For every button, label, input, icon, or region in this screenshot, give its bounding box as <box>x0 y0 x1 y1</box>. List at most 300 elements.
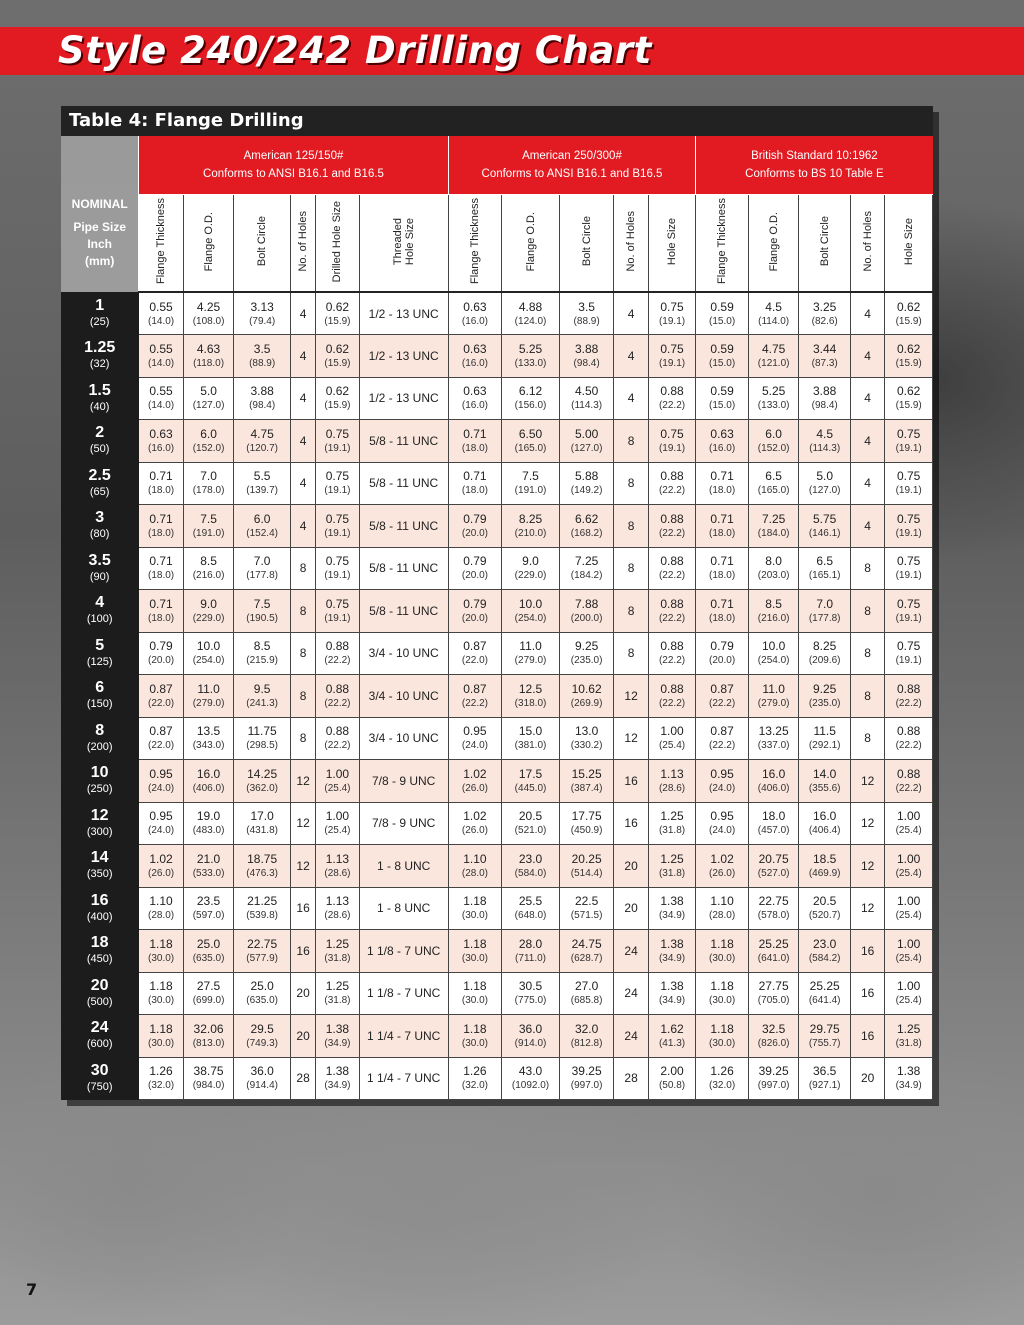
group-american-300 <box>448 136 696 195</box>
inch-value: 0.62 <box>325 384 350 399</box>
holes-count: 16 <box>290 930 315 973</box>
table-cell <box>183 802 234 845</box>
mm-value: (292.1) <box>808 740 841 752</box>
inch-value: 0.71 <box>149 511 173 526</box>
mm-value: (30.0) <box>709 995 736 1007</box>
table-cell <box>502 292 560 335</box>
table-cell <box>183 1057 234 1100</box>
table-cell <box>696 420 749 463</box>
inch-label: Inch <box>87 237 112 251</box>
table-cell <box>885 930 933 973</box>
mm-value: (30.0) <box>461 910 488 922</box>
mm-value: (184.0) <box>757 527 790 539</box>
inch-value: 1.02 <box>463 766 487 781</box>
inch-value: 0.88 <box>660 554 684 569</box>
pipe-size-inch: 1.25 <box>84 339 116 357</box>
table-cell <box>696 377 749 420</box>
inch-value: 6.5 <box>816 554 834 569</box>
mm-value: (31.8) <box>658 825 686 837</box>
inch-value: 22.75 <box>247 936 278 951</box>
table-cell <box>648 972 696 1015</box>
table-cell <box>799 802 851 845</box>
column-header-label: Flange O.D. <box>524 211 537 272</box>
table-cell <box>234 760 291 803</box>
inch-value: 6.0 <box>253 511 271 526</box>
table-cell <box>799 930 851 973</box>
column-header-label: No. of Holes <box>297 211 310 272</box>
inch-value: 0.75 <box>325 511 350 526</box>
inch-value: 0.75 <box>325 554 350 569</box>
table-cell <box>502 930 560 973</box>
inch-value: 27.75 <box>758 979 789 994</box>
pipe-size-cell <box>61 505 139 548</box>
inch-value: 30.5 <box>518 979 543 994</box>
group-line2: Conforms to BS 10 Table E <box>745 168 884 180</box>
mm-value: (26.0) <box>461 782 488 794</box>
mm-value: (571.5) <box>570 910 603 922</box>
mm-value: (165.1) <box>808 570 841 582</box>
pipe-size-inch: 4 <box>95 594 105 612</box>
mm-value: (14.0) <box>148 315 175 327</box>
inch-value: 17.0 <box>250 809 274 824</box>
inch-value: 5.5 <box>253 469 271 484</box>
holes-count: 24 <box>614 1015 648 1058</box>
table-cell <box>316 1057 359 1100</box>
inch-value: 2.00 <box>660 1064 684 1079</box>
threaded-hole-size: 1/2 - 13 UNC <box>359 292 448 335</box>
pipe-size-inch: 2 <box>95 424 105 442</box>
table-cell <box>748 760 799 803</box>
inch-value: 0.62 <box>325 299 350 314</box>
mm-value: (469.9) <box>808 867 841 879</box>
mm-value: (31.8) <box>658 867 686 879</box>
table-cell <box>748 1057 799 1100</box>
inch-value: 0.71 <box>463 426 487 441</box>
mm-value: (812.8) <box>570 1037 603 1049</box>
column-header <box>316 195 359 293</box>
inch-value: 1.18 <box>710 936 734 951</box>
table-cell <box>748 590 799 633</box>
mm-value: (19.1) <box>895 570 922 582</box>
inch-value: 7.0 <box>253 554 271 569</box>
column-header <box>502 195 560 293</box>
column-header <box>183 195 234 293</box>
inch-value: 0.88 <box>896 724 921 739</box>
holes-count: 12 <box>614 717 648 760</box>
table-cell <box>316 462 359 505</box>
inch-value: 5.00 <box>574 426 599 441</box>
inch-value: 0.59 <box>710 341 734 356</box>
table-cell <box>696 802 749 845</box>
inch-value: 6.5 <box>765 469 782 484</box>
mm-value: (19.1) <box>324 442 351 454</box>
mm-value: (133.0) <box>514 357 547 369</box>
pipe-size-mm: (350) <box>86 868 113 881</box>
pipe-size-mm: (600) <box>86 1038 113 1051</box>
inch-value: 7.88 <box>574 596 599 611</box>
inch-value: 6.12 <box>518 384 543 399</box>
mm-value: (25.4) <box>895 867 922 879</box>
table-cell <box>696 505 749 548</box>
mm-value: (254.0) <box>757 655 790 667</box>
table-cell <box>748 420 799 463</box>
inch-value: 4.25 <box>196 299 221 314</box>
inch-value: 1.02 <box>463 809 487 824</box>
inch-value: 1.38 <box>660 894 684 909</box>
table-cell <box>183 462 234 505</box>
mm-value: (997.0) <box>757 1080 790 1092</box>
group-line2: Conforms to ANSI B16.1 and B16.5 <box>203 168 384 180</box>
table-cell <box>799 845 851 888</box>
table-cell <box>559 505 614 548</box>
inch-value: 0.71 <box>710 554 734 569</box>
mm-value: (22.2) <box>895 782 922 794</box>
flange-drilling-table <box>61 136 933 1100</box>
holes-count: 4 <box>290 292 315 335</box>
inch-value: 6.0 <box>200 426 217 441</box>
table-cell <box>139 420 183 463</box>
mm-value: (520.7) <box>808 910 841 922</box>
mm-value: (16.0) <box>461 400 488 412</box>
table-cell <box>234 335 291 378</box>
inch-value: 0.95 <box>149 809 173 824</box>
table-cell <box>448 632 502 675</box>
table-cell <box>748 632 799 675</box>
table-cell <box>448 972 502 1015</box>
pipe-size-mm: (50) <box>89 443 110 456</box>
inch-value: 1.00 <box>325 766 350 781</box>
pipe-size-mm: (65) <box>89 485 110 498</box>
table-cell <box>799 462 851 505</box>
mm-value: (235.0) <box>808 697 841 709</box>
inch-value: 1.25 <box>896 1021 921 1036</box>
table-row <box>61 1015 933 1058</box>
mm-value: (279.0) <box>192 697 225 709</box>
inch-value: 0.88 <box>325 681 350 696</box>
holes-count: 8 <box>290 717 315 760</box>
table-cell <box>885 462 933 505</box>
inch-value: 0.79 <box>710 639 734 654</box>
mm-value: (533.0) <box>192 867 225 879</box>
table-row <box>61 292 933 335</box>
column-header-label: Flange O.D. <box>767 211 780 272</box>
mm-value: (914.0) <box>514 1037 547 1049</box>
table-row <box>61 547 933 590</box>
inch-value: 9.25 <box>574 639 599 654</box>
inch-value: 21.25 <box>247 894 278 909</box>
mm-value: (15.9) <box>324 315 351 327</box>
inch-value: 29.5 <box>250 1021 274 1036</box>
inch-value: 7.5 <box>200 511 217 526</box>
inch-value: 0.88 <box>896 681 921 696</box>
table-cell <box>885 420 933 463</box>
mm-value: (178.0) <box>192 485 225 497</box>
inch-value: 12.5 <box>518 681 543 696</box>
mm-value: (168.2) <box>570 527 603 539</box>
inch-value: 0.87 <box>149 681 173 696</box>
mm-value: (28.0) <box>461 867 488 879</box>
mm-value: (34.9) <box>658 910 686 922</box>
table-cell <box>139 802 183 845</box>
table-cell <box>696 632 749 675</box>
group-line1: American 250/300# <box>522 150 622 162</box>
mm-value: (25.4) <box>895 910 922 922</box>
table-cell <box>885 632 933 675</box>
inch-value: 0.71 <box>149 596 173 611</box>
pipe-size-mm: (300) <box>86 825 113 838</box>
table-cell <box>448 1015 502 1058</box>
table-cell <box>696 887 749 930</box>
mm-value: (165.0) <box>757 485 790 497</box>
inch-value: 7.0 <box>816 596 834 611</box>
table-cell <box>234 930 291 973</box>
holes-count: 8 <box>850 717 884 760</box>
pipe-size-cell <box>61 887 139 930</box>
inch-value: 9.0 <box>200 596 217 611</box>
table-cell <box>799 377 851 420</box>
holes-count: 12 <box>290 845 315 888</box>
pipe-size-cell <box>61 972 139 1015</box>
flange-drilling-panel <box>61 106 933 1100</box>
inch-value: 15.25 <box>571 766 602 781</box>
threaded-hole-size: 1 1/4 - 7 UNC <box>359 1015 448 1058</box>
column-header <box>290 195 315 293</box>
table-cell <box>559 590 614 633</box>
holes-count: 4 <box>850 377 884 420</box>
column-header <box>799 195 851 293</box>
mm-value: (34.9) <box>658 952 686 964</box>
mm-value: (914.4) <box>246 1080 278 1092</box>
mm-value: (87.3) <box>811 357 838 369</box>
inch-value: 4.63 <box>196 341 221 356</box>
mm-value: (521.0) <box>514 825 547 837</box>
table-row <box>61 972 933 1015</box>
column-header <box>885 195 933 293</box>
column-header-label: No. of Holes <box>861 211 874 272</box>
mm-value: (241.3) <box>246 697 278 709</box>
inch-value: 11.75 <box>247 724 277 739</box>
threaded-hole-size: 1 - 8 UNC <box>359 845 448 888</box>
table-cell <box>648 845 696 888</box>
mm-value: (146.1) <box>808 527 841 539</box>
mm-value: (18.0) <box>461 485 488 497</box>
inch-value: 1.10 <box>463 851 487 866</box>
page-number: 7 <box>26 1280 38 1299</box>
mm-value: (30.0) <box>148 995 175 1007</box>
table-cell <box>234 505 291 548</box>
table-cell <box>316 675 359 718</box>
inch-value: 0.59 <box>710 299 734 314</box>
inch-value: 5.0 <box>200 384 217 399</box>
holes-count: 16 <box>850 1015 884 1058</box>
mm-value: (22.2) <box>658 400 686 412</box>
holes-count: 24 <box>614 930 648 973</box>
table-cell <box>139 1057 183 1100</box>
table-cell <box>502 675 560 718</box>
threaded-hole-size: 5/8 - 11 UNC <box>359 462 448 505</box>
inch-value: 0.87 <box>710 724 734 739</box>
inch-value: 1.18 <box>710 979 734 994</box>
mm-value: (476.3) <box>246 867 278 879</box>
inch-value: 0.71 <box>149 554 173 569</box>
inch-value: 0.75 <box>325 596 350 611</box>
table-cell <box>183 845 234 888</box>
mm-value: (14.0) <box>148 357 175 369</box>
mm-value: (15.0) <box>709 315 736 327</box>
table-cell <box>502 1057 560 1100</box>
column-header <box>696 195 749 293</box>
pipe-size-cell <box>61 462 139 505</box>
table-cell <box>648 547 696 590</box>
table-cell <box>316 802 359 845</box>
mm-value: (127.0) <box>192 400 225 412</box>
inch-value: 1.13 <box>325 894 350 909</box>
table-cell <box>559 845 614 888</box>
table-cell <box>559 420 614 463</box>
mm-value: (177.8) <box>808 612 841 624</box>
mm-value: (25.4) <box>658 740 686 752</box>
mm-value: (539.8) <box>246 910 278 922</box>
mm-value: (15.9) <box>895 400 922 412</box>
holes-count: 28 <box>614 1057 648 1100</box>
inch-value: 0.79 <box>463 596 487 611</box>
inch-value: 15.0 <box>518 724 543 739</box>
pipe-size-cell <box>61 590 139 633</box>
holes-count: 4 <box>850 420 884 463</box>
pipe-size-cell <box>61 930 139 973</box>
inch-value: 36.0 <box>250 1064 274 1079</box>
inch-value: 32.5 <box>761 1021 786 1036</box>
inch-value: 0.87 <box>463 681 487 696</box>
column-header-label: No. of Holes <box>625 211 638 272</box>
mm-value: (445.0) <box>514 782 547 794</box>
table-cell <box>234 972 291 1015</box>
inch-value: 3.88 <box>813 384 837 399</box>
inch-value: 39.25 <box>571 1064 602 1079</box>
pipe-size-cell <box>61 420 139 463</box>
table-cell <box>139 760 183 803</box>
inch-value: 0.75 <box>896 596 921 611</box>
table-cell <box>139 335 183 378</box>
mm-value: (30.0) <box>461 995 488 1007</box>
inch-value: 10.0 <box>196 639 221 654</box>
column-header <box>234 195 291 293</box>
mm-value: (215.9) <box>246 655 278 667</box>
table-cell <box>183 632 234 675</box>
mm-value: (25.4) <box>324 825 351 837</box>
mm-value: (343.0) <box>192 740 225 752</box>
mm-value: (25.4) <box>895 995 922 1007</box>
mm-value: (18.0) <box>148 527 175 539</box>
table-cell <box>183 675 234 718</box>
inch-value: 1.18 <box>149 979 173 994</box>
holes-count: 24 <box>614 972 648 1015</box>
mm-value: (50.8) <box>658 1080 686 1092</box>
table-cell <box>696 717 749 760</box>
table-cell <box>748 802 799 845</box>
table-cell <box>648 377 696 420</box>
pipe-size-mm: (25) <box>89 315 110 328</box>
mm-value: (30.0) <box>148 1037 175 1049</box>
mm-value: (406.0) <box>757 782 790 794</box>
mm-value: (18.0) <box>709 570 736 582</box>
mm-value: (32.0) <box>709 1080 736 1092</box>
inch-value: 3.5 <box>253 341 271 356</box>
inch-value: 7.5 <box>522 469 539 484</box>
table-cell <box>183 972 234 1015</box>
inch-value: 7.5 <box>253 596 271 611</box>
table-cell <box>139 505 183 548</box>
threaded-hole-size: 5/8 - 11 UNC <box>359 590 448 633</box>
table-cell <box>885 717 933 760</box>
group-line2: Conforms to ANSI B16.1 and B16.5 <box>481 168 663 180</box>
table-cell <box>559 887 614 930</box>
table-cell <box>316 335 359 378</box>
table-cell <box>885 505 933 548</box>
mm-value: (18.0) <box>709 485 736 497</box>
table-cell <box>234 717 291 760</box>
mm-value: (22.2) <box>324 655 351 667</box>
table-cell <box>696 547 749 590</box>
table-cell <box>648 1015 696 1058</box>
table-cell <box>183 1015 234 1058</box>
table-cell <box>183 717 234 760</box>
inch-value: 0.88 <box>325 724 350 739</box>
table-cell <box>559 462 614 505</box>
mm-value: (34.9) <box>324 1080 351 1092</box>
table-cell <box>885 675 933 718</box>
inch-value: 4.88 <box>518 299 543 314</box>
inch-value: 23.0 <box>813 936 837 951</box>
table-cell <box>648 802 696 845</box>
mm-value: (34.9) <box>895 1080 922 1092</box>
table-cell <box>139 845 183 888</box>
table-cell <box>316 972 359 1015</box>
holes-count: 4 <box>290 505 315 548</box>
mm-value: (19.1) <box>324 485 351 497</box>
mm-value: (927.1) <box>808 1080 841 1092</box>
mm-value: (165.0) <box>514 442 547 454</box>
pipe-size-inch: 16 <box>90 891 109 909</box>
inch-value: 0.79 <box>149 639 173 654</box>
column-header <box>614 195 648 293</box>
holes-count: 8 <box>614 462 648 505</box>
column-header <box>850 195 884 293</box>
table-cell <box>183 547 234 590</box>
inch-value: 24.75 <box>571 936 602 951</box>
inch-value: 0.62 <box>325 341 350 356</box>
table-row <box>61 675 933 718</box>
mm-value: (826.0) <box>757 1037 790 1049</box>
mm-value: (22.2) <box>658 570 686 582</box>
mm-value: (34.9) <box>658 995 686 1007</box>
inch-value: 1.00 <box>896 809 921 824</box>
inch-value: 0.62 <box>896 384 921 399</box>
inch-value: 25.0 <box>196 936 221 951</box>
mm-value: (41.3) <box>658 1037 686 1049</box>
mm-value: (269.9) <box>570 697 603 709</box>
nominal-size-header <box>61 136 139 292</box>
mm-value: (24.0) <box>461 740 488 752</box>
inch-value: 14.25 <box>247 766 278 781</box>
holes-count: 4 <box>850 462 884 505</box>
table-cell <box>316 505 359 548</box>
inch-value: 1.26 <box>463 1064 487 1079</box>
mm-value: (19.1) <box>895 442 922 454</box>
threaded-hole-size: 3/4 - 10 UNC <box>359 632 448 675</box>
holes-count: 8 <box>850 675 884 718</box>
holes-count: 4 <box>290 335 315 378</box>
